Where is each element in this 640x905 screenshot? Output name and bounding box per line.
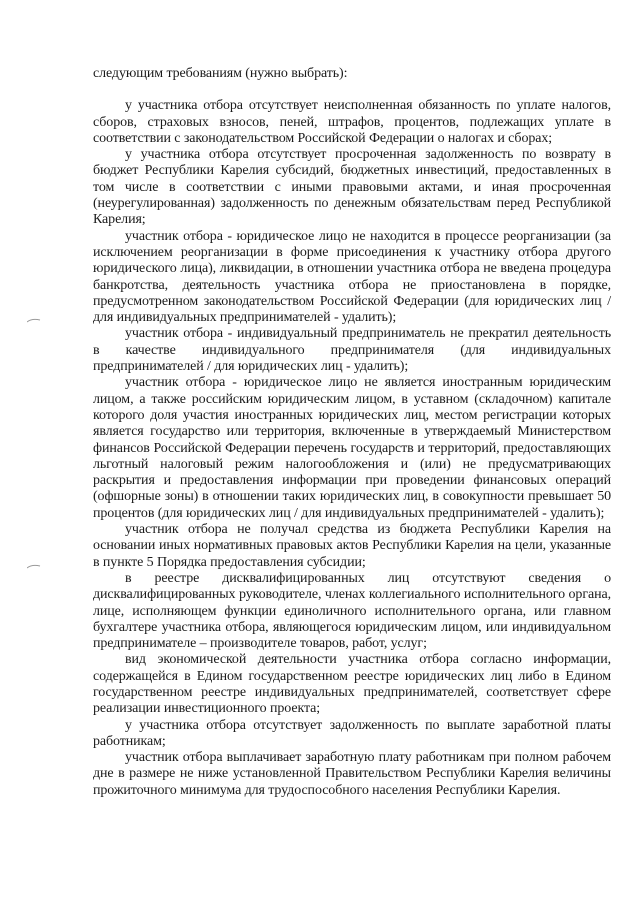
scan-mark <box>27 564 41 569</box>
requirement-paragraph: участник отбора - юридическое лицо не является иностранным юридическим лицом, а также российским юридическим лицом, в уставном (складочном) капитале которого доля участия иностранных юридических лиц, местом регистрации которых является государство или территория, включенные в утверждаемый Министерством финансов Российской Федерации перечень государств и территорий, предоставляющих льготный налоговый режим налогообложения и (или) не предусматривающих раскрытия и предоставления информации при проведении финансовых операций (офшорные зоны) в отношении таких юридических лиц, в совокупности превышает 50 процентов (для юридических лиц / для индивидуальных предпринимателей - удалить); <box>93 375 611 521</box>
requirement-paragraph: участник отбора - юридическое лицо не находится в процессе реорганизации (за исключением реорганизации в форме присоединения к участнику отбора другого юридического лица), ликвидации, в отношении участника отбора не введена процедура банкротства, деятельность участника отбора не приостановлена в порядке, предусмотренном законодательством Российской Федерации (для юридических лиц / для индивидуальных предпринимателей - удалить); <box>93 228 611 326</box>
document-body <box>93 66 611 799</box>
requirement-paragraph: участник отбора выплачивает заработную плату работникам при полном рабочем дне в размере не ниже установленной Правительством Республики Карелия величины прожиточного минимума для трудоспособного населения Республики Карелия. <box>93 750 611 798</box>
requirement-paragraph: в реестре дисквалифицированных лиц отсутствуют сведения о дисквалифицированных руководителе, членах коллегиального исполнительного органа, лице, исполняющем функции единоличного исполнительного органа, или главном бухгалтере участника отбора, являющегося юридическим лицом, или индивидуальном предпринимателе – производителе товаров, работ, услуг; <box>93 570 611 652</box>
requirement-paragraph: участник отбора - индивидуальный предприниматель не прекратил деятельность в качестве индивидуального предпринимателя (для индивидуальных предпринимателей / для юридических лиц - удалить); <box>93 326 611 375</box>
requirement-paragraph: у участника отбора отсутствует задолженность по выплате заработной платы работникам; <box>93 717 611 749</box>
intro-line: следующим требованиям (нужно выбрать): <box>93 66 348 81</box>
requirement-paragraph: вид экономической деятельности участника отбора согласно информации, содержащейся в Едином государственном реестре юридических лиц либо в Едином государственном реестре индивидуальных предпринимателей, соответствует сфере реализации инвестиционного проекта; <box>93 652 611 717</box>
requirement-paragraph: у участника отбора отсутствует просроченная задолженность по возврату в бюджет Республики Карелия субсидий, бюджетных инвестиций, предоставленных в том числе в соответствии с иными правовыми актами, и иная просроченная (неурегулированная) задолженность по денежным обязательствам перед Республикой Карелия; <box>93 147 611 228</box>
scan-mark <box>27 318 41 323</box>
requirement-paragraph: у участника отбора отсутствует неисполненная обязанность по уплате налогов, сборов, страховых взносов, пеней, штрафов, процентов, подлежащих уплате в соответствии с законодательством Российской Федерации о налогах и сборах; <box>93 98 611 146</box>
requirement-paragraph: участник отбора не получал средства из бюджета Республики Карелия на основании иных нормативных правовых актов Республики Карелия на цели, указанные в пункте 5 Порядка предоставления субсидии; <box>93 522 611 570</box>
